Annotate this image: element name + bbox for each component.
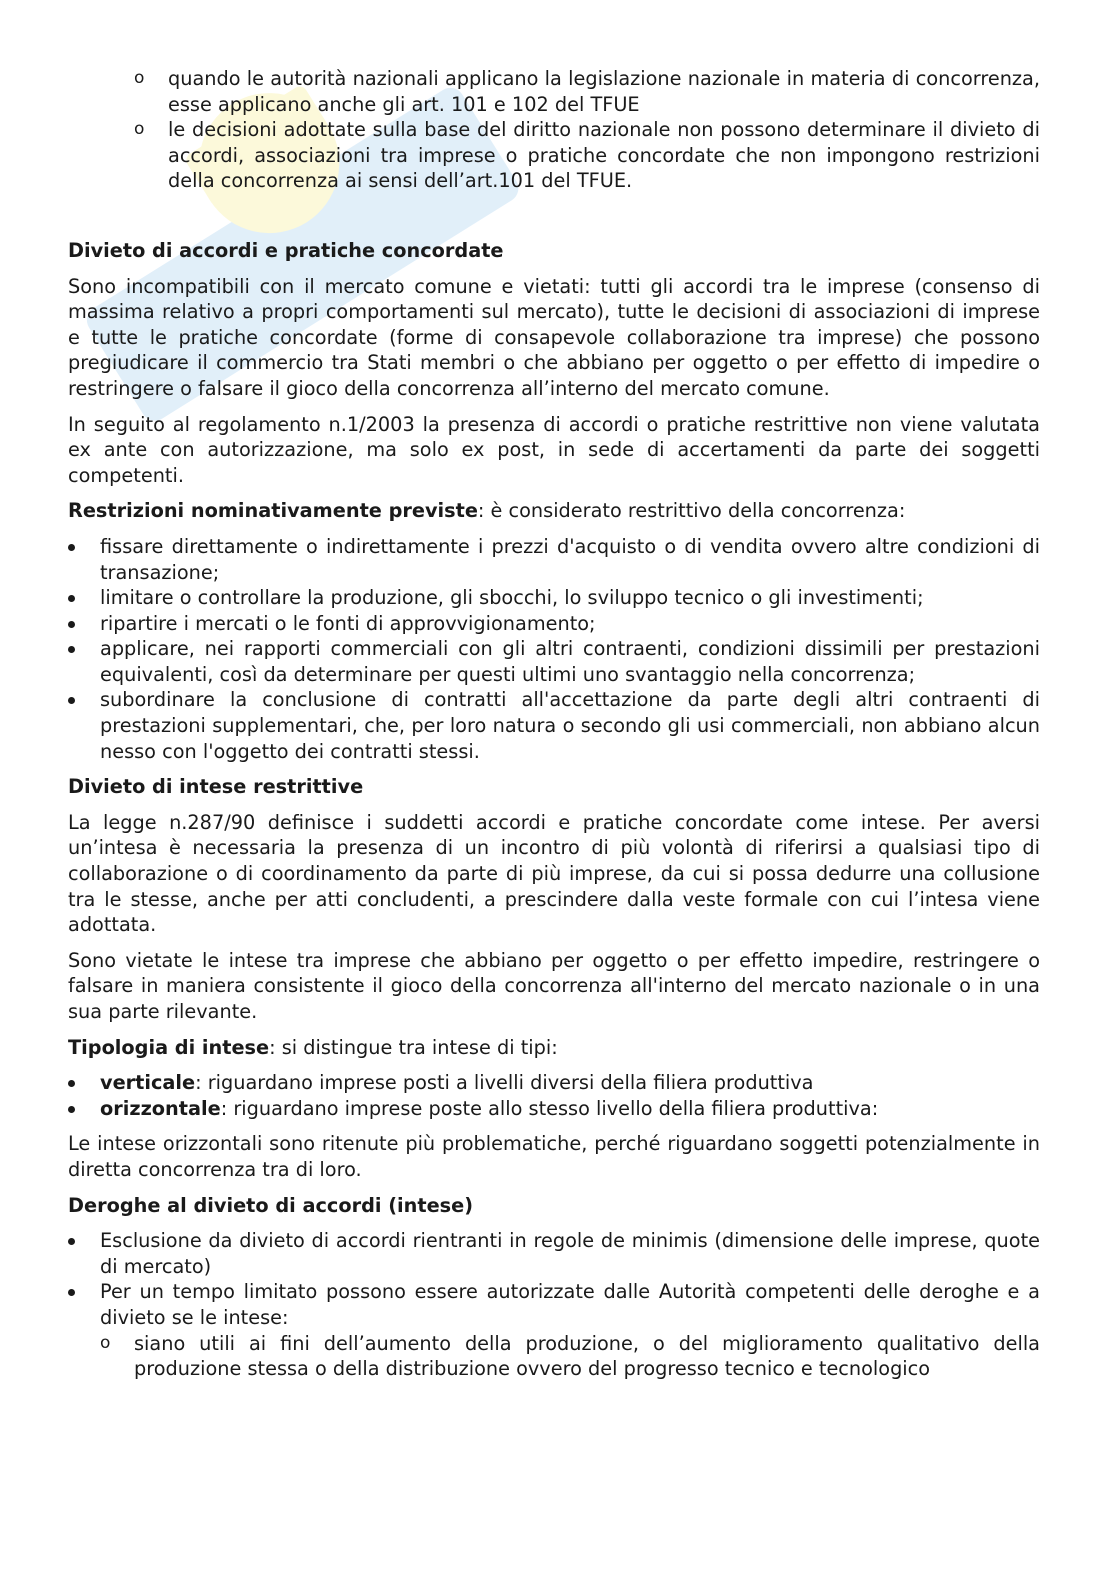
inline-label: Tipologia di intese: [68, 1035, 270, 1059]
section-heading: Divieto di intese restrittive: [68, 775, 364, 799]
list-item: Per un tempo limitato possono essere autorizzate dalle Autorità competenti delle deroghe e a divieto se le intese:: [68, 1279, 1040, 1330]
paragraph: Tipologia di intese: si distingue tra intese di tipi:: [68, 1035, 558, 1059]
restrictions-list: [68, 534, 1040, 764]
list-item: Esclusione da divieto di accordi rientranti in regole de minimis (dimensione delle imprese, quote di mercato): [68, 1228, 1040, 1279]
paragraph: In seguito al regolamento n.1/2003 la presenza di accordi o pratiche restrittive non viene valutata ex ante con autorizzazione, ma solo ex post, in sede di accertamenti da parte dei soggetti competenti.: [68, 412, 1040, 487]
list-item: limitare o controllare la produzione, gli sbocchi, lo sviluppo tecnico o gli investimenti;: [68, 585, 1040, 611]
list-item: o le decisioni adottate sulla base del diritto nazionale non possono determinare il divieto di accordi, associazioni tra imprese o pratiche concordate che non impongono restrizioni della concorrenza ai sensi dell’art.101 del TFUE.: [134, 118, 1040, 193]
types-list: [68, 1070, 1040, 1121]
paragraph: Sono vietate le intese tra imprese che abbiano per oggetto o per effetto impedire, restringere o falsare in maniera consistente il gioco della concorrenza all'interno del mercato nazionale o in una sua parte rilevante.: [68, 948, 1040, 1023]
list-item: applicare, nei rapporti commerciali con gli altri contraenti, condizioni dissimili per prestazioni equivalenti, così da determinare per questi ultimi uno svantaggio nella concorrenza;: [68, 636, 1040, 687]
list-item: subordinare la conclusione di contratti all'accettazione da parte degli altri contraenti di prestazioni supplementari, che, per loro natura o secondo gli usi commerciali, non abbiano alcun nesso con l'oggetto dei contratti stessi.: [68, 687, 1040, 764]
circle-bullet-icon: o: [134, 119, 145, 140]
inline-label: Restrizioni nominativamente previste: [68, 499, 478, 523]
spacer: [68, 204, 1040, 238]
section-heading: Deroghe al divieto di accordi (intese): [68, 1193, 474, 1217]
bullet-icon: [68, 595, 75, 602]
exceptions-sub-list: [68, 1331, 1040, 1382]
paragraph: La legge n.287/90 definisce i suddetti accordi e pratiche concordate come intese. Per aversi un’intesa è necessaria la presenza di un incontro di più volontà di riferirsi a qualsiasi tipo di collaborazione o di coordinamento da parte di più imprese, da cui si possa dedurre una collusione tra le stesse, anche per atti concludenti, a prescindere dalla veste formale con cui l’intesa viene adottata.: [68, 810, 1040, 937]
list-item: fissare direttamente o indirettamente i prezzi d'acquisto o di vendita ovvero altre condizioni di transazione;: [68, 534, 1040, 585]
list-item: ripartire i mercati o le fonti di approvvigionamento;: [68, 611, 1040, 637]
circle-bullet-icon: o: [134, 68, 145, 88]
bullet-icon: [68, 1106, 75, 1113]
paragraph: Sono incompatibili con il mercato comune e vietati: tutti gli accordi tra le imprese (consenso di massima relativo a propri comportamenti sul mercato), tutte le decisioni di associazioni di imprese e tutte le pratiche concordate (forme di consapevole collaborazione tra imprese) che possono pregiudicare il commercio tra Stati membri o che abbiano per oggetto o per effetto di impedire o restringere o falsare il gioco della concorrenza all’interno del mercato comune.: [68, 274, 1040, 400]
list-item: orizzontale: riguardano imprese poste allo stesso livello della filiera produttiva:: [68, 1096, 1040, 1122]
circle-bullet-icon: o: [100, 1332, 111, 1353]
bullet-icon: [68, 697, 75, 704]
section-heading: Divieto di accordi e pratiche concordate: [68, 238, 504, 262]
exceptions-list: [68, 1228, 1040, 1330]
list-item: o siano utili ai fini dell’aumento della produzione, o del miglioramento qualitativo della produzione stessa o della distribuzione ovvero del progresso tecnico e tecnologico: [100, 1331, 1040, 1381]
list-item: o quando le autorità nazionali applicano la legislazione nazionale in materia di concorrenza, esse applicano anche gli art. 101 e 102 del TFUE: [134, 67, 1040, 116]
bullet-icon: [68, 544, 75, 551]
bullet-icon: [68, 621, 75, 628]
paragraph: Le intese orizzontali sono ritenute più problematiche, perché riguardano soggetti potenzialmente in diretta concorrenza tra di loro.: [68, 1132, 1040, 1181]
intro-list: [68, 66, 1040, 194]
bullet-icon: [68, 646, 75, 653]
bullet-icon: [68, 1289, 75, 1296]
list-item: verticale: riguardano imprese posti a livelli diversi della filiera produttiva: [68, 1070, 1040, 1096]
paragraph: Restrizioni nominativamente previste: è considerato restrittivo della concorrenza:: [68, 499, 906, 523]
bullet-icon: [68, 1080, 75, 1087]
document-page: [68, 66, 1040, 1392]
bullet-icon: [68, 1238, 75, 1245]
